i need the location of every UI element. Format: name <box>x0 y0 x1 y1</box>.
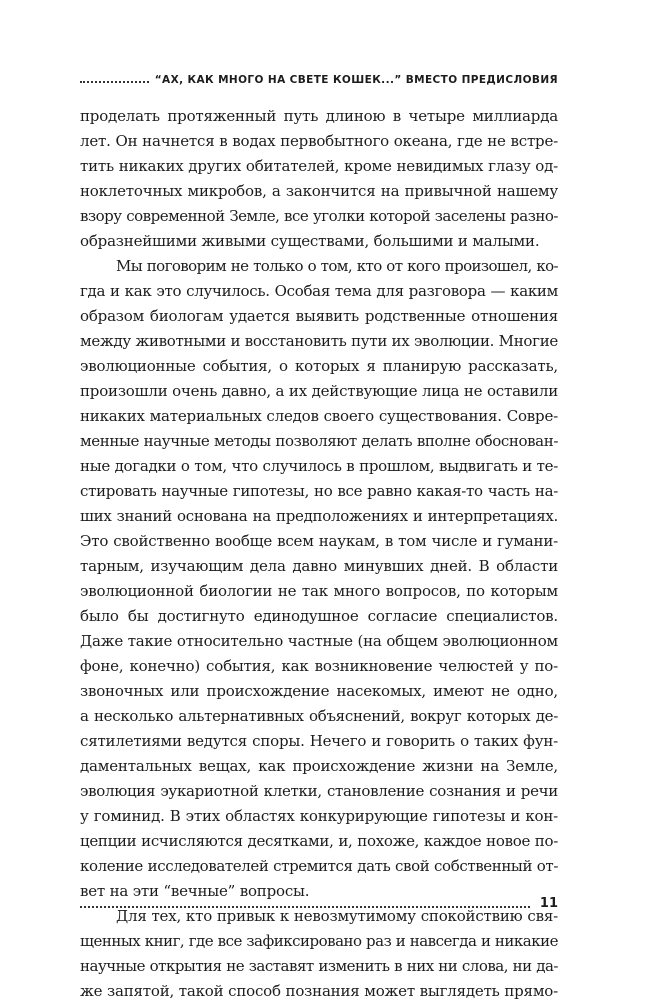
text-line: эволюционные события, о которых я планирую рассказать, <box>80 357 558 375</box>
text-line: эволюционной биологии не так много вопросов, по которым <box>80 582 558 600</box>
text-line: тарным, изучающим дела давно минувших дней. В области <box>80 557 558 575</box>
text-line: у гоминид. В этих областях конкурирующие гипотезы и кон- <box>80 807 558 825</box>
text-line: коление исследователей стремится дать свой собственный от- <box>80 857 558 875</box>
footer-dotted-leader <box>80 906 530 908</box>
text-line: же запятой, такой способ познания может выглядеть прямо- <box>80 982 558 1000</box>
text-line: образнейшими живыми существами, большими и малыми. <box>80 232 540 250</box>
text-line: никаких материальных следов своего существования. Совре- <box>80 407 558 425</box>
text-line: тить никаких других обитателей, кроме невидимых глазу од- <box>80 157 558 175</box>
text-line: ноклеточных микробов, а закончится на привычной нашему <box>80 182 558 200</box>
text-line: Для тех, кто привык к невозмутимому спокойствию свя- <box>116 907 558 925</box>
text-line: ные догадки о том, что случилось в прошлом, выдвигать и те- <box>80 457 558 475</box>
text-line: вет на эти “вечные” вопросы. <box>80 882 310 900</box>
page-footer <box>80 893 558 911</box>
text-line: эволюция эукариотной клетки, становление сознания и речи <box>80 782 558 800</box>
text-line: между животными и восстановить пути их эволюции. Многие <box>80 332 558 350</box>
header-dotted-leader <box>80 81 149 83</box>
running-title: “АХ, КАК МНОГО НА СВЕТЕ КОШЕК...” ВМЕСТО ПРЕДИСЛОВИЯ <box>154 74 558 86</box>
text-line: проделать протяженный путь длиною в четыре миллиарда <box>80 107 558 125</box>
text-line: звоночных или происхождение насекомых, имеют не одно, <box>80 682 558 700</box>
text-line: образом биологам удается выявить родственные отношения <box>80 307 558 325</box>
text-line: Мы поговорим не только о том, кто от кого произошел, ко- <box>116 257 558 275</box>
text-line: произошли очень давно, а их действующие лица не оставили <box>80 382 558 400</box>
page-number: 11 <box>539 896 558 911</box>
text-line: стировать научные гипотезы, но все равно какая-то часть на- <box>80 482 558 500</box>
text-line: щенных книг, где все зафиксировано раз и навсегда и никакие <box>80 932 558 950</box>
text-line: цепции исчисляются десятками, и, похоже, каждое новое по- <box>80 832 558 850</box>
text-line: Даже такие относительно частные (на общем эволюционном <box>80 632 558 650</box>
running-header <box>80 68 558 86</box>
text-line: а несколько альтернативных объяснений, вокруг которых де- <box>80 707 558 725</box>
text-line: сятилетиями ведутся споры. Нечего и говорить о таких фун- <box>80 732 558 750</box>
text-line: фоне, конечно) события, как возникновение челюстей у по- <box>80 657 558 675</box>
text-line: Это свойственно вообще всем наукам, в том числе и гумани- <box>80 532 558 550</box>
text-line: было бы достигнуто единодушное согласие специалистов. <box>80 607 558 625</box>
text-line: ших знаний основана на предположениях и интерпретациях. <box>80 507 558 525</box>
text-line: менные научные методы позволяют делать вполне обоснован- <box>80 432 558 450</box>
text-line: взору современной Земле, все уголки которой заселены разно- <box>80 207 558 225</box>
text-line: научные открытия не заставят изменить в них ни слова, ни да- <box>80 957 558 975</box>
text-line: гда и как это случилось. Особая тема для разговора — каким <box>80 282 558 300</box>
body-text <box>80 104 558 1004</box>
text-line: даментальных вещах, как происхождение жизни на Земле, <box>80 757 558 775</box>
text-line: лет. Он начнется в водах первобытного океана, где не встре- <box>80 132 558 150</box>
